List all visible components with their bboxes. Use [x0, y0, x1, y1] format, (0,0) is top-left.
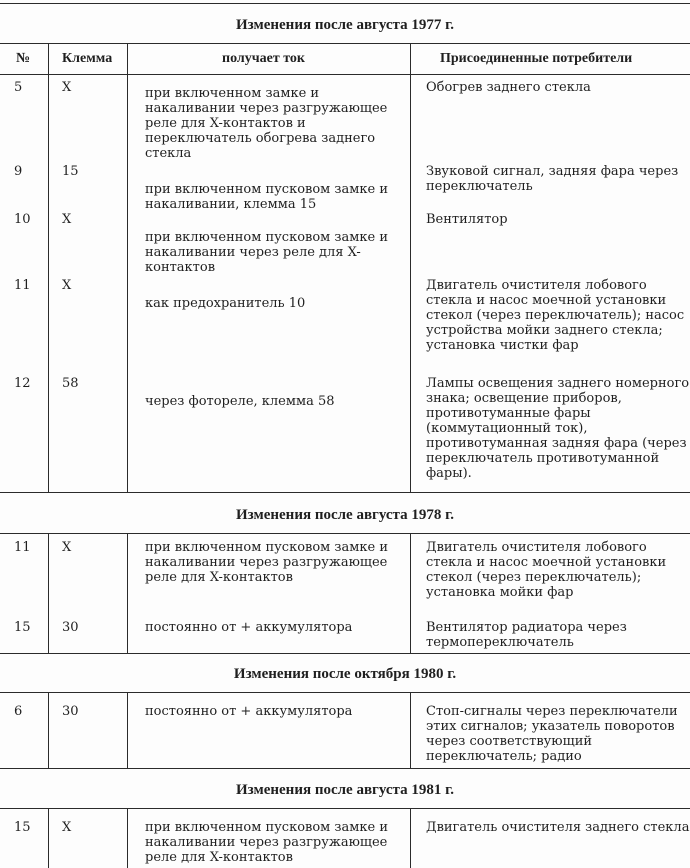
cell-terminal: 30: [62, 620, 79, 635]
cell-source: при включенном пусковом замке и накаливании, клемма 15: [145, 182, 388, 212]
cell-terminal: X: [62, 820, 72, 835]
cell-number: 11: [14, 540, 31, 555]
rule: [0, 768, 690, 769]
section-title: Изменения после августа 1981 г.: [236, 782, 454, 798]
rule: [0, 808, 690, 809]
column-rule: [127, 692, 128, 768]
rule: [0, 492, 690, 493]
cell-source: при включенном пусковом замке и накаливании через реле для X- контактов: [145, 230, 388, 275]
cell-consumers: Звуковой сигнал, задняя фара через переключатель: [426, 164, 679, 194]
cell-consumers: Лампы освещения заднего номерного знака; освещение приборов, противотуманные фары (коммутационный ток), противотуманная задняя фара (через переключатель противотуманной фары).: [426, 376, 690, 481]
rule: [0, 43, 690, 44]
cell-source: постоянно от + аккумулятора: [145, 620, 353, 635]
cell-number: 5: [14, 80, 23, 95]
rule: [0, 74, 690, 75]
column-header-source: получает ток: [222, 51, 305, 66]
rule: [0, 3, 690, 4]
cell-terminal: X: [62, 212, 72, 227]
cell-source: при включенном пусковом замке и накаливании через разгружающее реле для X-контактов: [145, 820, 388, 865]
cell-terminal: X: [62, 278, 72, 293]
cell-consumers: Двигатель очистителя лобового стекла и насос моечной установки стекол (через переключатель); установка мойки фар: [426, 540, 667, 600]
cell-terminal: X: [62, 80, 72, 95]
column-header-number: №: [16, 51, 31, 66]
cell-consumers: Вентилятор: [426, 212, 508, 227]
cell-number: 6: [14, 704, 23, 719]
column-rule: [48, 692, 49, 768]
cell-source: через фотореле, клемма 58: [145, 394, 335, 409]
cell-source: при включенном пусковом замке и накаливании через разгружающее реле для X-контактов: [145, 540, 388, 585]
cell-terminal: 30: [62, 704, 79, 719]
cell-number: 9: [14, 164, 23, 179]
rule: [0, 653, 690, 654]
cell-number: 10: [14, 212, 31, 227]
column-rule: [410, 692, 411, 768]
section-title: Изменения после октября 1980 г.: [233, 666, 457, 682]
column-rule: [48, 533, 49, 653]
rule: [0, 692, 690, 693]
column-header-consumers: Присоединенные потребители: [440, 51, 633, 66]
cell-terminal: 58: [62, 376, 79, 391]
cell-source: при включенном замке и накаливании через разгружающее реле для X-контактов и переключатель обогрева заднего стекла: [145, 86, 388, 161]
cell-consumers: Стоп-сигналы через переключатели этих сигналов; указатель поворотов через соответствующий переключатель; радио: [426, 704, 678, 764]
cell-number: 12: [14, 376, 31, 391]
cell-source: как предохранитель 10: [145, 296, 306, 311]
column-rule: [410, 533, 411, 653]
column-rule: [410, 808, 411, 868]
cell-consumers: Обогрев заднего стекла: [426, 80, 591, 95]
column-rule: [127, 533, 128, 653]
cell-consumers: Вентилятор радиатора через термопереключатель: [426, 620, 627, 650]
cell-number: 15: [14, 620, 31, 635]
cell-consumers: Двигатель очистителя лобового стекла и насос моечной установки стекол (через переключатель); насос устройства мойки заднего стекла; установка чистки фар: [426, 278, 685, 353]
column-rule: [410, 43, 411, 492]
cell-terminal: 15: [62, 164, 79, 179]
cell-number: 11: [14, 278, 31, 293]
column-rule: [127, 43, 128, 492]
rule: [0, 533, 690, 534]
cell-source: постоянно от + аккумулятора: [145, 704, 353, 719]
column-rule: [48, 808, 49, 868]
cell-number: 15: [14, 820, 31, 835]
section-title: Изменения после августа 1977 г.: [236, 17, 454, 33]
section-title: Изменения после августа 1978 г.: [236, 507, 454, 523]
column-header-terminal: Клемма: [62, 51, 113, 66]
column-rule: [48, 43, 49, 492]
cell-consumers: Двигатель очистителя заднего стекла: [426, 820, 690, 835]
column-rule: [127, 808, 128, 868]
cell-terminal: X: [62, 540, 72, 555]
